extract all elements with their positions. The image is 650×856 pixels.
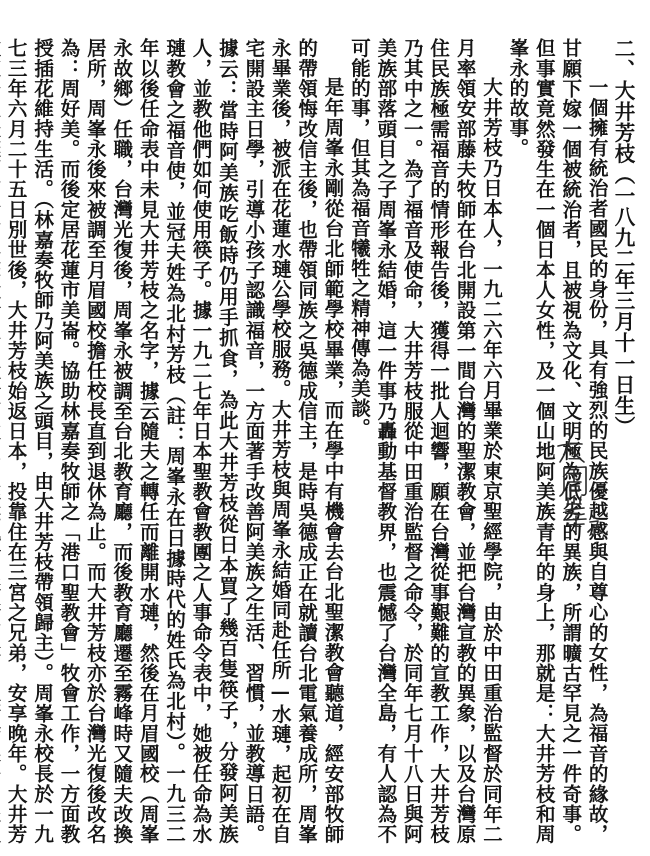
paragraph-3: 是年周峯永剛從台北師範學校畢業，而在學中有機會去台北聖潔教會聽道，經安部牧師的帶領悔改信主後，也帶領同族之吳德成信主，是時吳德成正在就讀台北電氣養成所，周峯永畢業後，被派在花蓮水璉公學校服務。大井芳枝與周峯永結婚同赴任所—水璉，起初在自宅開設主日學，引導小孩子認識福音，一方面著手改善阿美族之生活、習慣，並教導日語。據云：當時阿美族吃飯時仍用手抓食，為此大井芳枝從日本買了幾百隻筷子，分發阿美族人，並教他們如何使用筷子。據一九二七年日本聖教會教團之人事命令表中，她被任命為水璉教會之福音使，並冠夫姓為北村芳枝（註：周峯永在日據時代的姓氏為北村）。一九三二年以後任命表中未見大井芳枝之名字，據云隨夫之轉任而離開水璉，然後在月眉國校（周峯永故鄉）任職，台灣光復後，周峯永被調至台北教育廳，而後教育廳遷至霧峰時又隨夫改換居所，周峯永後來被調至月眉國校擔任校長直到退休為止。而大井芳枝亦於台灣光復後改名為：周好美。而後定居花蓮市美崙。協助林嘉奏牧師之「港口聖教會」牧會工作，一方面教授插花維持生活。（林嘉奏牧師乃阿美族之頭目，由大井芳枝帶領歸主）。周峯永校長於一九七三年六月二十五日別世後，大井芳枝始返日本，投靠住在三宮之兄弟，安享晚年。大井芳 — [4, 38, 345, 844]
paragraph-2: 大井芳枝乃日本人，一九二六年六月畢業於東京聖經學院，由於中田重治監督於同年二月率領安部藤夫牧師在台北開設第一間台灣的聖潔教會，並把台灣宣教的異象，以及台灣原住民族極需福音的情形報告後，獲得一批人迴響，願在台灣從事艱難的宣教工作，大井芳枝乃其中之一。為了福音及使命，大井芳枝服從中田重治監督之命令，於同年七月十八日與阿美族部落頭目之子周峯永結婚，這一件事乃轟動基督教界，也震憾了台灣全島，有人認為不可能的事，但其為福音犧牲之精神傳為美談。 — [347, 38, 503, 844]
handwritten-signature — [552, 432, 604, 542]
article-body — [0, 38, 636, 844]
paragraph-1: 一個擁有統治者國民的身份，具有強烈的民族優越感與自尊心的女性，為福音的緣故，甘願下嫁一個被統治者，且被視為文化、文明極為低劣的異族，所謂曠古罕見之一件奇事。但事實竟然發生在一個日本人女性，及一個山地阿美族青年的身上，那就是：大井芳枝和周峯永的故事。 — [506, 38, 609, 844]
article-title: 二、大井芳枝（一八九二年三月十一日生） — [611, 38, 635, 437]
